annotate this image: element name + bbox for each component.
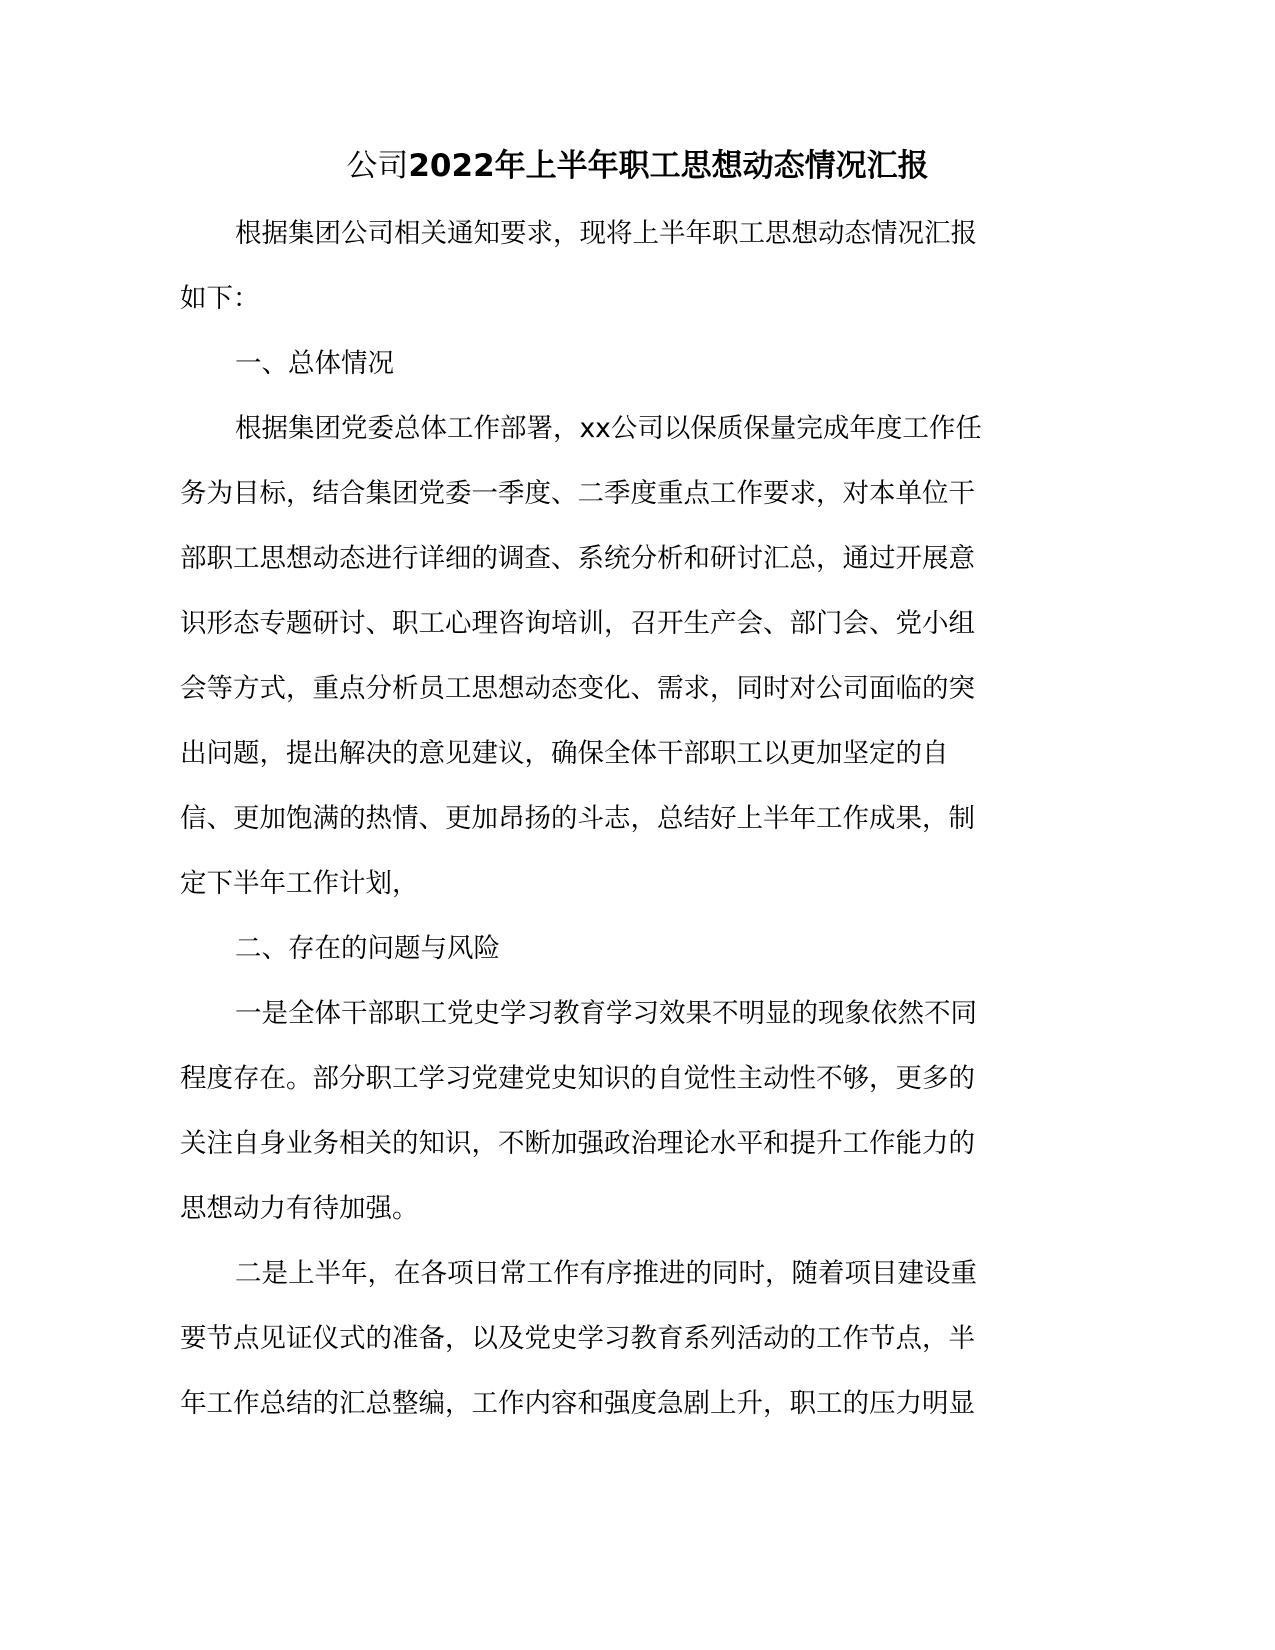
paragraph-line: 信、更加饱满的热情、更加昂扬的斗志，总结好上半年工作成果，制 — [180, 803, 975, 834]
section-heading: 二、存在的问题与风险 — [235, 933, 500, 964]
paragraph-line: 年工作总结的汇总整编，工作内容和强度急剧上升，职工的压力明显 — [180, 1388, 975, 1419]
paragraph-line: 关注自身业务相关的知识，不断加强政治理论水平和提升工作能力的 — [180, 1128, 975, 1159]
paragraph-line: 思想动力有待加强。 — [180, 1193, 419, 1224]
paragraph-line: 出问题，提出解决的意见建议，确保全体干部职工以更加坚定的自 — [180, 738, 949, 769]
paragraph-line: 会等方式，重点分析员工思想动态变化、需求，同时对公司面临的突 — [180, 673, 975, 704]
document-body — [180, 214, 1040, 1449]
section-heading: 一、总体情况 — [235, 348, 394, 379]
paragraph-line: 如下： — [180, 283, 260, 314]
paragraph-line: 要节点见证仪式的准备，以及党史学习教育系列活动的工作节点，半 — [180, 1323, 975, 1354]
paragraph-line: 一是全体干部职工党史学习教育学习效果不明显的现象依然不同 — [235, 998, 977, 1029]
paragraph-line: 务为目标，结合集团党委一季度、二季度重点工作要求，对本单位干 — [180, 478, 975, 509]
document-title — [0, 146, 1275, 186]
document-title-main: 2022年上半年职工思想动态情况汇报 — [408, 148, 929, 184]
paragraph-line: 根据集团公司相关通知要求，现将上半年职工思想动态情况汇报 — [235, 218, 977, 249]
paragraph-line: 定下半年工作计划， — [180, 868, 419, 899]
paragraph-line: 程度存在。部分职工学习党建党史知识的自觉性主动性不够，更多的 — [180, 1063, 975, 1094]
paragraph-line: 根据集团党委总体工作部署，xx公司以保质保量完成年度工作任 — [235, 413, 982, 444]
paragraph-line: 二是上半年，在各项日常工作有序推进的同时，随着项目建设重 — [235, 1258, 977, 1289]
paragraph-line: 识形态专题研讨、职工心理咨询培训，召开生产会、部门会、党小组 — [180, 608, 975, 639]
document-title-prefix: 公司 — [346, 148, 409, 184]
paragraph-line: 部职工思想动态进行详细的调查、系统分析和研讨汇总，通过开展意 — [180, 543, 975, 574]
